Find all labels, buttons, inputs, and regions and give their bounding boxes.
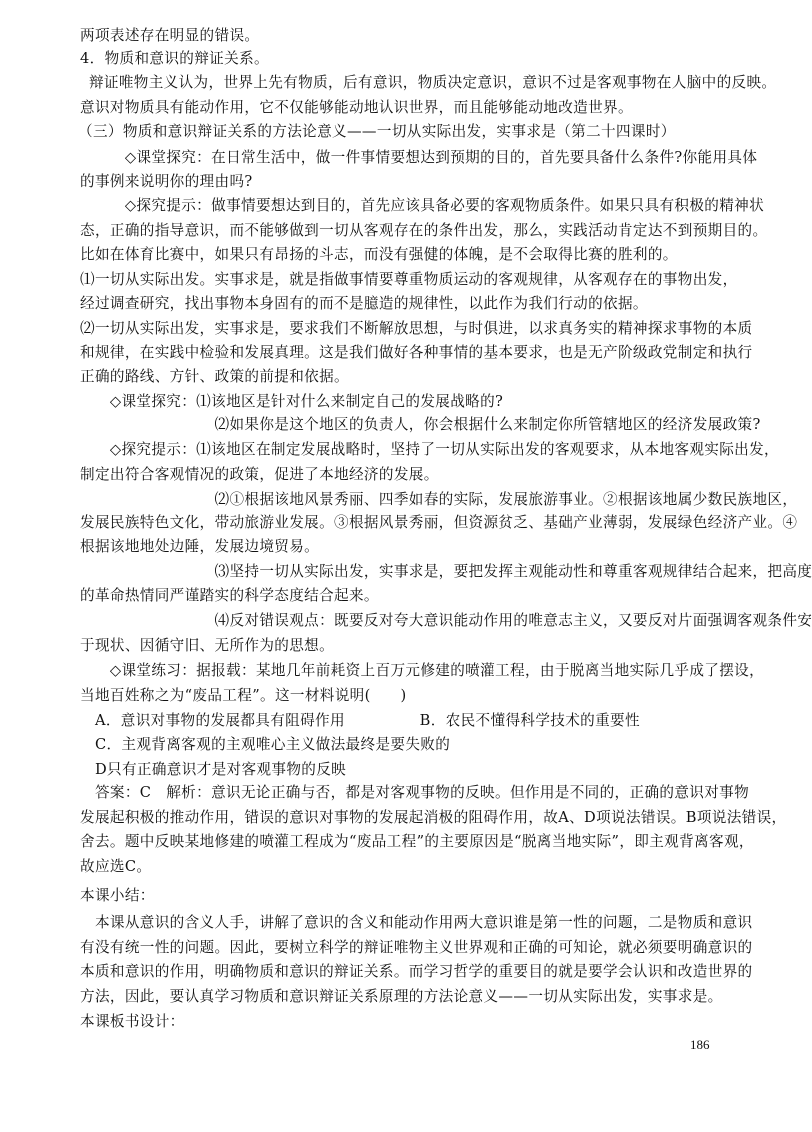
text-line: （三）物质和意识辩证关系的方法论意义——一切从实际出发，实事求是（第二十四课时） — [78, 123, 676, 140]
text-line: C．主观背离客观的主观唯心主义做法最终是要失败的 — [80, 736, 451, 753]
text-line: ◇课堂探究：⑴该地区是针对什么来制定自己的发展战略的? — [80, 393, 504, 410]
text-line: 故应选C。 — [80, 858, 152, 875]
text-line: 发展民族特色文化，带动旅游业发展。③根据风景秀丽，但资源贫乏、基础产业薄弱，发展绿色经济产业。④ — [80, 514, 798, 531]
text-line: 的革命热情同严谨踏实的科学态度结合起来。 — [80, 587, 379, 604]
text-line: ⑷反对错误观点：既要反对夸大意识能动作用的唯意志主义，又要反对片面强调客观条件安 — [80, 612, 812, 629]
text-line: 制定出符合客观情况的政策，促进了本地经济的发展。 — [80, 466, 439, 483]
text-line: 4．物质和意识的辩证关系。 — [80, 50, 269, 67]
text-line: 当地百姓称之为“废品工程”。这一材料说明( ) — [80, 687, 407, 704]
text-line: ⑵①根据该地风景秀丽、四季如春的实际，发展旅游事业。②根据该地属少数民族地区， — [80, 491, 798, 508]
text-line: 本课从意识的含义人手，讲解了意识的含义和能动作用两大意识谁是第一性的问题，二是物质和意识 — [80, 914, 753, 931]
text-line: 辩证唯物主义认为，世界上先有物质，后有意识，物质决定意识，意识不过是客观事物在人脑中的反映。 — [74, 74, 777, 91]
text-line: 本课板书设计： — [80, 1013, 185, 1030]
text-line: 比如在体育比赛中，如果只有昂扬的斗志，而没有强健的体魄，是不会取得比赛的胜利的。 — [80, 246, 678, 263]
text-line: 发展起积极的推动作用，错误的意识对事物的发展起消极的阻碍作用，故A、D项说法错误。B项说法错误， — [80, 809, 787, 826]
text-line: 本课小结： — [80, 887, 155, 904]
text-line: D只有正确意识才是对客观事物的反映 — [80, 761, 347, 778]
text-line: 意识对物质具有能动作用，它不仅能够能动地认识世界，而且能够能动地改造世界。 — [80, 99, 633, 116]
text-line: ⑵一切从实际出发，实事求是，要求我们不断解放思想，与时俱进，以求真务实的精神探求事物的本质 — [80, 320, 753, 337]
text-line: 于现状、因循守旧、无所作为的思想。 — [80, 637, 335, 654]
text-line: 本质和意识的作用，明确物质和意识的辩证关系。而学习哲学的重要目的就是要学会认识和改造世界的 — [80, 963, 753, 980]
text-line: 有没有统一性的问题。因此，要树立科学的辩证唯物主义世界观和正确的可知论，就必须要明确意识的 — [80, 939, 753, 956]
text-line: 和规律，在实践中检验和发展真理。这是我们做好各种事情的基本要求，也是无产阶级政党制定和执行 — [80, 344, 753, 361]
text-line: 方法，因此，要认真学习物质和意识辩证关系原理的方法论意义——一切从实际出发，实事求是。 — [80, 988, 723, 1005]
text-line: ◇探究提示：⑴该地区在制定发展战略时，坚持了一切从实际出发的客观要求，从本地客观实际出发， — [80, 441, 779, 458]
text-line: 的事例来说明你的理由吗? — [80, 173, 253, 190]
text-line: ◇探究提示：做事情要想达到目的，首先应该具备必要的客观物质条件。如果只具有积极的精神状 — [80, 197, 765, 214]
page-number: 186 — [690, 1037, 710, 1052]
text-line: 答案：C 解析：意识无论正确与否，都是对客观事物的反映。但作用是不同的，正确的意识对事物 — [80, 784, 750, 801]
text-line: ⑴一切从实际出发。实事求是，就是指做事情要尊重物质运动的客观规律，从客观存在的事物出发， — [80, 271, 738, 288]
text-line: ◇课堂练习：据报载：某地几年前耗资上百万元修建的喷灌工程，由于脱离当地实际几乎成了摆设， — [80, 662, 765, 679]
text-line: 正确的路线、方针、政策的前提和依据。 — [80, 368, 349, 385]
text-line: 态，正确的指导意识，而不能够做到一切从客观存在的条件出发，那么，实践活动肯定达不到预期目的。 — [80, 222, 768, 239]
text-line: ◇课堂探究：在日常生活中，做一件事情要想达到预期的目的，首先要具备什么条件?你能用具体 — [80, 149, 758, 166]
text-line: ⑶坚持一切从实际出发，实事求是，要把发挥主观能动性和尊重客观规律结合起来，把高度 — [80, 563, 812, 580]
text-line: 舍去。题中反映某地修建的喷灌工程成为“废品工程”的主要原因是“脱离当地实际”，即主观背离客观， — [80, 833, 754, 850]
text-line: 经过调查研究，找出事物本身固有的而不是臆造的规律性，以此作为我们行动的依据。 — [80, 295, 648, 312]
text-line: 两项表述存在明显的错误。 — [80, 27, 260, 44]
text-line: 根据该地地处边陲，发展边境贸易。 — [80, 538, 320, 555]
text-line: A．意识对事物的发展都具有阻碍作用 B．农民不懂得科学技术的重要性 — [80, 712, 640, 729]
text-line: ⑵如果你是这个地区的负责人，你会根据什么来制定你所管辖地区的经济发展政策? — [80, 416, 761, 433]
